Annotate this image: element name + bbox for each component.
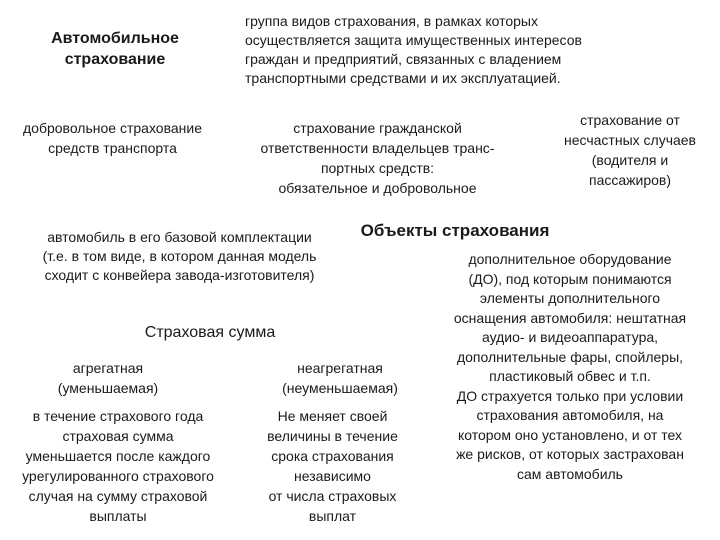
sum-heading — [110, 322, 310, 344]
object-line: сходит с конвейера завода-изготовителя) — [44, 267, 315, 283]
type-voluntary-vehicle — [0, 118, 225, 158]
type-civil-liability — [230, 118, 525, 198]
sum-title-line: (неуменьшаемая) — [282, 380, 398, 396]
object-line: же рисков, от которых застрахован — [456, 446, 684, 462]
sum-desc-line: в течение страхового года — [32, 408, 204, 424]
definition-line: осуществляется защита имущественных интересов — [245, 32, 582, 48]
sum-desc-line: случая на сумму страховой — [28, 488, 208, 504]
sum-desc-line: срока страхования — [271, 448, 394, 464]
sum-non-aggregate-description — [250, 406, 415, 526]
object-line: страхования автомобиля, на — [476, 407, 664, 423]
object-line: сам автомобиль — [517, 465, 623, 482]
object-line: оснащения автомобиля: нештатная — [453, 309, 687, 326]
objects-heading — [350, 220, 560, 242]
definition-line: граждан и предприятий, связанных с владением — [245, 51, 562, 67]
object-line: аудио- и видеоаппаратура, — [481, 329, 659, 345]
sum-desc-line: независимо — [294, 468, 371, 484]
sum-desc-line: страховая сумма — [62, 428, 174, 444]
type-line: (водителя и — [591, 152, 669, 168]
sum-desc-line: уменьшается после каждого — [25, 448, 211, 464]
sum-desc-line: выплат — [308, 508, 357, 524]
object-extra-equipment — [420, 250, 720, 484]
type-line: обязательное и добровольное — [278, 180, 477, 196]
type-line: средств транспорта — [48, 140, 177, 156]
object-line: (ДО), под которым понимаются — [468, 270, 672, 287]
object-line: дополнительное оборудование — [468, 251, 672, 267]
definition-line: группа видов страхования, в рамках которых — [245, 13, 538, 29]
type-line: пассажиров) — [588, 172, 671, 188]
type-line: несчастных случаев — [563, 132, 696, 148]
sum-aggregate-title — [18, 358, 198, 398]
type-line: страхование от — [580, 112, 680, 128]
sum-desc-line: урегулированного страхового — [22, 468, 214, 484]
definition-line: транспортными средствами и их эксплуатацией. — [245, 70, 561, 86]
type-accident — [540, 110, 720, 190]
type-line: ответственности владельцев транс- — [260, 140, 495, 156]
sum-title-line: (уменьшаемая) — [57, 380, 159, 396]
sum-heading-text: Страховая сумма — [144, 324, 276, 341]
sum-non-aggregate-title — [250, 358, 430, 398]
object-line: автомобиль в его базовой комплектации — [47, 229, 312, 245]
object-line: (т.е. в том виде, в котором данная модель — [42, 248, 317, 264]
sum-desc-line: от числа страховых — [268, 488, 397, 504]
object-line: ДО страхуется только при условии — [456, 387, 684, 404]
type-line: портных средств: — [320, 160, 435, 176]
title-line: страхование — [64, 51, 166, 68]
object-line: пластиковый обвес и т.п. — [489, 368, 651, 384]
sum-aggregate-description — [0, 406, 236, 526]
title-line: Автомобильное — [51, 30, 179, 47]
sum-title-line: агрегатная — [72, 360, 144, 376]
sum-desc-line: выплаты — [89, 508, 147, 524]
definition-text — [245, 12, 665, 88]
type-line: страхование гражданской — [293, 120, 462, 136]
object-line: котором оно установлено, и от тех — [457, 426, 683, 443]
sum-desc-line: величины в течение — [267, 428, 398, 444]
objects-heading-text: Объекты страхования — [360, 221, 550, 240]
page-title — [20, 28, 210, 70]
object-line: дополнительные фары, спойлеры, — [456, 348, 684, 365]
sum-desc-line: Не меняет своей — [277, 408, 388, 424]
object-base-car — [12, 228, 347, 285]
object-line: элементы дополнительного — [479, 290, 661, 306]
sum-title-line: неагрегатная — [297, 360, 383, 376]
type-line: добровольное страхование — [23, 120, 202, 136]
